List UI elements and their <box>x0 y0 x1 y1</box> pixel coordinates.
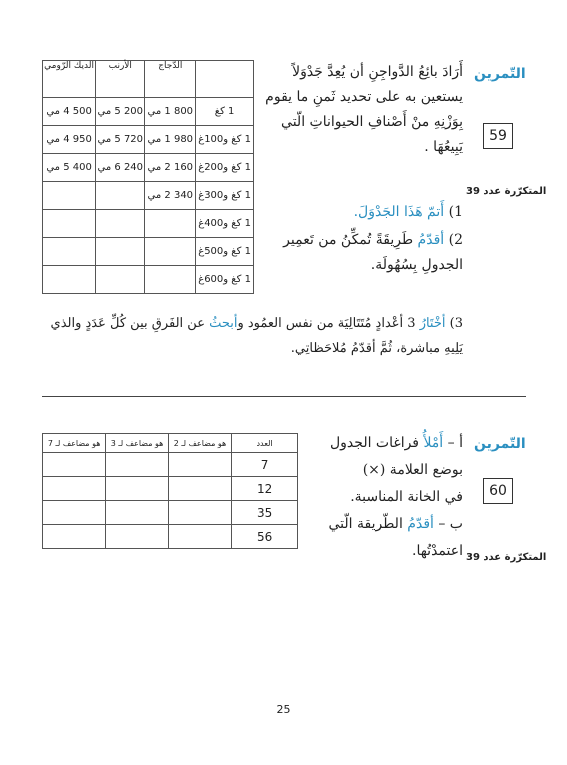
task-text: الجدولِ بِسُهُولَة. <box>370 257 463 273</box>
price-cell: 720 5 مي <box>96 126 145 154</box>
check-cell <box>168 525 231 549</box>
header-weight <box>196 61 254 98</box>
exercise-59-task3 <box>33 311 463 361</box>
price-cell: 800 1 مي <box>145 98 196 126</box>
check-cell <box>168 453 231 477</box>
check-cell <box>43 477 106 501</box>
header-chicken: الدّجاج <box>145 61 196 98</box>
weight-cell: 1 كغ و600غ <box>196 266 254 294</box>
table-row <box>43 477 298 501</box>
table-row <box>43 210 254 238</box>
header-number: العدد <box>232 434 298 453</box>
price-cell <box>43 182 96 210</box>
task3-line-1 <box>33 311 463 336</box>
price-cell <box>96 210 145 238</box>
weight-cell: 1 كغ و300غ <box>196 182 254 210</box>
exercise-60-instructions <box>303 430 463 565</box>
task2-line-1 <box>263 228 463 253</box>
exercise-60-number: 60 <box>483 478 513 504</box>
intro-line: يَبِيعُهَا . <box>424 139 463 155</box>
table-row <box>43 238 254 266</box>
exercise-59-task1 <box>263 200 463 225</box>
number-cell: 56 <box>232 525 298 549</box>
instruction-text: اعتمدْتُها. <box>412 543 463 559</box>
intro-line: يستعين به على تحديد ثَمنِ ما يقوم <box>265 89 463 105</box>
price-cell: 400 5 مي <box>43 154 96 182</box>
header-multiple-2: هو مضاعف لـ 2 <box>168 434 231 453</box>
table-row <box>43 126 254 154</box>
task-text: طَرِيقَةً تُمكِّنُ من تَعمِير <box>283 232 414 248</box>
table-header-row <box>43 434 298 453</box>
check-cell <box>43 501 106 525</box>
header-multiple-3: هو مضاعف لـ 3 <box>106 434 168 453</box>
exercise-59-intro <box>263 60 463 160</box>
exercise-60-note: المتكرّرة عدد 39 <box>466 552 547 563</box>
section-divider <box>42 396 526 397</box>
exercise-59-note: المتكرّرة عدد 39 <box>466 186 547 197</box>
weight-cell: 1 كغ و500غ <box>196 238 254 266</box>
price-cell: 160 2 مي <box>145 154 196 182</box>
task-number: 3) <box>449 316 463 331</box>
weight-cell: 1 كغ <box>196 98 254 126</box>
instruction-line <box>303 457 463 484</box>
price-cell <box>43 238 96 266</box>
weight-cell: 1 كغ و400غ <box>196 210 254 238</box>
task2-line-2 <box>263 253 463 278</box>
intro-line: أَرَادَ بائِعُ الدَّواجِنِ أن يُعِدَّ جَدْوَلاً <box>292 64 463 80</box>
weight-cell: 1 كغ و200غ <box>196 154 254 182</box>
price-cell <box>96 182 145 210</box>
number-cell: 7 <box>232 453 298 477</box>
instruction-verb: أقدّمُ <box>407 516 434 532</box>
instruction-line <box>303 511 463 538</box>
page-number: 25 <box>276 703 291 716</box>
table-header-row <box>43 61 254 98</box>
task-text: أَتمّ هَذَا الجَدْوَلَ. <box>353 204 445 220</box>
weight-cell: 1 كغ و100غ <box>196 126 254 154</box>
multiples-table <box>42 433 298 549</box>
check-cell <box>106 525 168 549</box>
exercise-60-label: التّمرين <box>474 436 526 452</box>
header-multiple-7: هو مضاعف لـ 7 <box>43 434 106 453</box>
header-turkey: الديك الرّومي <box>43 61 96 98</box>
instruction-text: فراغات الجدول <box>330 435 419 451</box>
poultry-price-table <box>42 60 254 294</box>
exercise-59-number: 59 <box>483 123 513 149</box>
price-cell <box>96 266 145 294</box>
task-text: يَلِيهِ مباشرة، ثُمَّ أقدّمُ مُلاحَظاتِي. <box>290 341 463 356</box>
task-text: 3 أعْدادٍ مُتَتَالِيَة من نفس العمُود و <box>237 316 416 331</box>
instruction-line <box>303 538 463 565</box>
price-cell <box>145 266 196 294</box>
price-cell: 240 6 مي <box>96 154 145 182</box>
price-cell <box>43 210 96 238</box>
table-row <box>43 266 254 294</box>
check-cell <box>106 477 168 501</box>
price-cell: 340 2 مي <box>145 182 196 210</box>
check-cell <box>168 477 231 501</box>
number-cell: 12 <box>232 477 298 501</box>
instruction-text: في الخانة المناسبة. <box>350 489 463 505</box>
table-row <box>43 98 254 126</box>
price-cell <box>145 238 196 266</box>
table-row <box>43 525 298 549</box>
table-row <box>43 501 298 525</box>
check-cell <box>43 525 106 549</box>
task-verb: أقدّمُ <box>417 232 445 248</box>
instruction-line <box>303 430 463 457</box>
task-verb-2: أبحثُ <box>209 316 238 331</box>
task-number: 2) <box>448 232 463 248</box>
task-verb: أخْتَارُ <box>419 316 446 331</box>
price-cell <box>145 210 196 238</box>
check-cell <box>43 453 106 477</box>
task3-line-2 <box>33 336 463 361</box>
instruction-prefix: ب – <box>438 516 463 532</box>
intro-line: بِوَزْنِهِ منْ أَصْنافِ الحيواناتِ الّتي <box>281 114 463 130</box>
check-cell <box>106 453 168 477</box>
table-row <box>43 154 254 182</box>
instruction-line <box>303 484 463 511</box>
instruction-prefix: أ – <box>447 435 463 451</box>
exercise-59-label: التّمرين <box>474 66 526 82</box>
check-cell <box>168 501 231 525</box>
price-cell <box>96 238 145 266</box>
number-cell: 35 <box>232 501 298 525</box>
instruction-text: الطّريقة الّتي <box>328 516 403 532</box>
header-rabbit: الأرنب <box>96 61 145 98</box>
price-cell: 950 4 مي <box>43 126 96 154</box>
price-cell: 500 4 مي <box>43 98 96 126</box>
table-row <box>43 182 254 210</box>
instruction-verb: أَمْلأُ <box>423 435 444 451</box>
instruction-text: بوضع العلامة (×) <box>362 462 463 478</box>
price-cell: 200 5 مي <box>96 98 145 126</box>
task-number: 1) <box>448 204 463 220</box>
price-cell <box>43 266 96 294</box>
price-cell: 980 1 مي <box>145 126 196 154</box>
task-text-rest: عن الفَرقِ بين كُلِّ عَدَدٍ والذي <box>50 316 205 331</box>
check-cell <box>106 501 168 525</box>
table-row <box>43 453 298 477</box>
exercise-59-task2 <box>263 228 463 278</box>
